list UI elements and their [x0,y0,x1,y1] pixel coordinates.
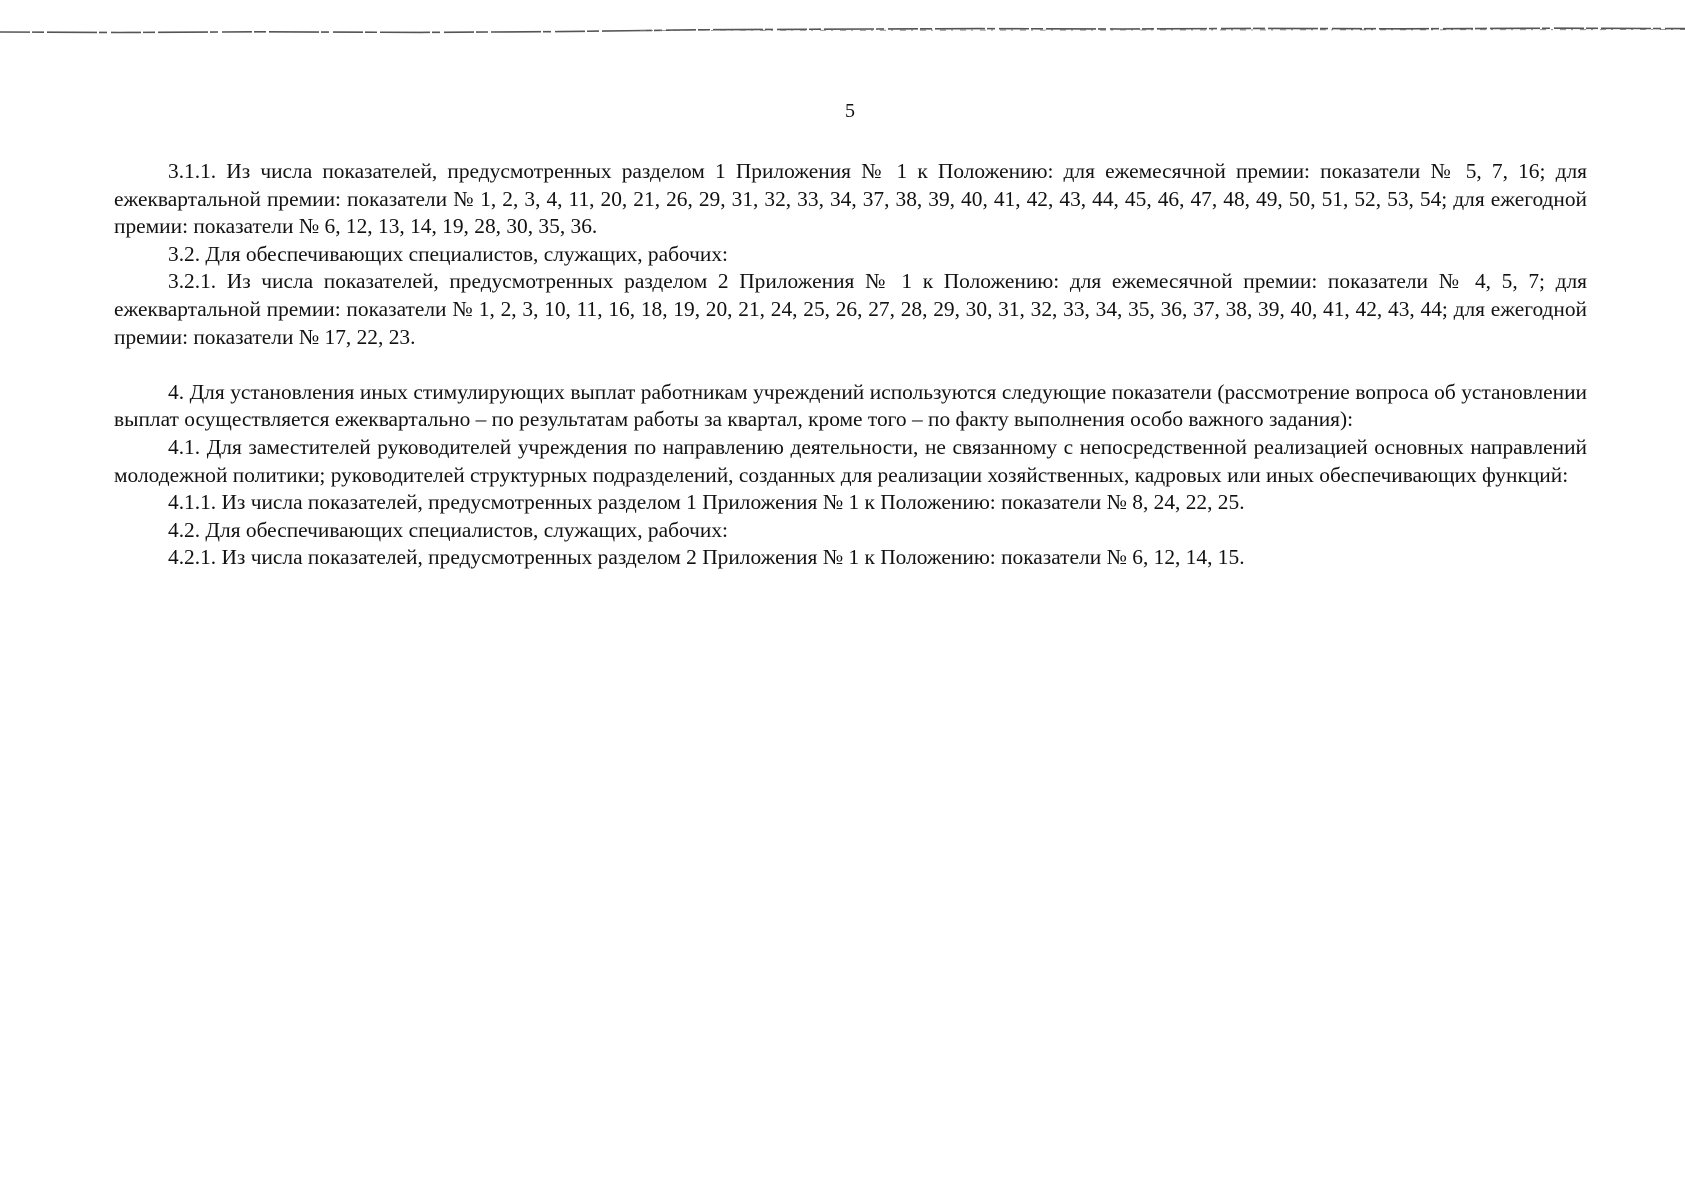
scan-edge-line [0,26,1685,38]
paragraph-4-2: 4.2. Для обеспечивающих специалистов, служащих, рабочих: [168,517,728,542]
paragraph-4-1: 4.1. Для заместителей руководителей учреждения по направлению деятельности, не связанному с непосредственной реализацией основных направлений молодежной политики; руководителей структурных подразделений, созданных для реализации хозяйственных, кадровых или иных обеспечивающих функций: [114,434,1587,487]
page-number: 5 [845,100,855,122]
paragraph-4: 4. Для установления иных стимулирующих выплат работникам учреждений используются следующие показатели (рассмотрение вопроса об установлении выплат осуществляется ежеквартально – по результатам работы за квартал, кроме того – по факту выполнения особо важного задания): [114,379,1587,432]
paragraph-3-2-1: 3.2.1. Из числа показателей, предусмотренных разделом 2 Приложения № 1 к Положению: для ежемесячной премии: показатели № 4, 5, 7; для ежеквартальной премии: показатели № 1, 2, 3, 10, 11, 16, 18, 19, 20, 21, 24, 25, 26, 27, 28, 29, 30, 31, 32, 33, 34, 35, 36, 37, 38, 39, 40, 41, 42, 43, 44; для ежегодной премии: показатели № 17, 22, 23. [114,269,1587,349]
document-body [114,158,1587,572]
paragraph-4-2-1: 4.2.1. Из числа показателей, предусмотренных разделом 2 Приложения № 1 к Положению: показатели № 6, 12, 14, 15. [168,545,1245,570]
paragraph-3-2: 3.2. Для обеспечивающих специалистов, служащих, рабочих: [168,241,728,266]
paragraph-3-1-1: 3.1.1. Из числа показателей, предусмотренных разделом 1 Приложения № 1 к Положению: для ежемесячной премии: показатели № 5, 7, 16; для ежеквартальной премии: показатели № 1, 2, 3, 4, 11, 20, 21, 26, 29, 31, 32, 33, 34, 37, 38, 39, 40, 41, 42, 43, 44, 45, 46, 47, 48, 49, 50, 51, 52, 53, 54; для ежегодной премии: показатели № 6, 12, 13, 14, 19, 28, 30, 35, 36. [114,159,1587,239]
paragraph-4-1-1: 4.1.1. Из числа показателей, предусмотренных разделом 1 Приложения № 1 к Положению: показатели № 8, 24, 22, 25. [168,490,1245,515]
